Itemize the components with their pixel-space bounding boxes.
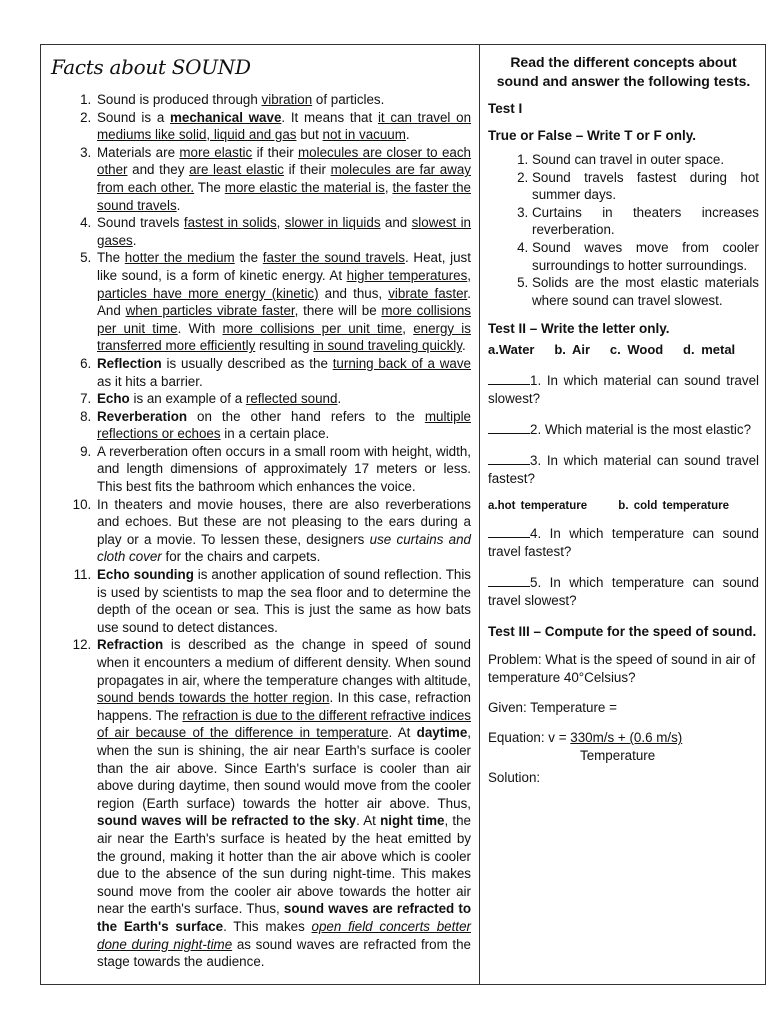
fact-text: ,: [384, 179, 393, 195]
fact-text: when particles vibrate faster: [125, 303, 295, 319]
fact-text: for the chairs and carpets.: [161, 549, 321, 565]
fact-text: resulting: [255, 338, 314, 354]
fact-text: . And: [97, 285, 471, 319]
fact-text: higher temperatures: [346, 267, 468, 283]
fact-text: fastest in solids: [183, 215, 277, 231]
fact-text: more collisions per unit time: [222, 320, 403, 336]
test2-question-5: [488, 573, 759, 610]
fact-text: use curtains and cloth cover: [97, 531, 471, 565]
fact-text: vibrate faster: [388, 285, 468, 301]
fact-text: refraction is due to the different refractive indices of air because of the difference in temperature: [97, 707, 471, 741]
facts-list: [49, 91, 471, 971]
fact-text: molecules are closer to each other: [97, 144, 472, 178]
fact-text: hotter the medium: [124, 250, 235, 266]
fact-text: A reverberation often occurs in a small room with height, width, and length dimensions of approximately 17 meters or less. This best fits the bathroom which enhances the voice.: [97, 443, 471, 495]
fact-item: [95, 496, 471, 566]
fact-text: more elastic: [179, 144, 253, 160]
fact-text: the faster the sound travels: [97, 179, 471, 213]
fact-text: night time: [380, 813, 445, 829]
answer-blank[interactable]: [488, 524, 530, 538]
fact-text: . At: [388, 725, 417, 741]
fact-text: . At: [356, 813, 381, 829]
test1-item: 5. Solids are the most elastic materials where sound can travel slowest.: [532, 274, 759, 309]
fact-text: is another application of sound reflection. This is used by scientists to map the sea floor and to determine the depth of the ocean or sea. This is just the same as how bats use sound to detect distances.: [97, 567, 471, 635]
fact-text: multiple reflections or echoes: [97, 408, 471, 442]
fact-text: vibration: [261, 92, 313, 107]
answer-blank[interactable]: [488, 371, 530, 385]
fact-text: ,: [402, 320, 414, 336]
fact-item: [95, 355, 471, 390]
fact-text: more collisions per unit time: [97, 303, 471, 336]
fact-text: .: [337, 391, 342, 407]
test1-item: 4. Sound waves move from cooler surroundings to hotter surroundings.: [532, 239, 759, 274]
fact-text: sound waves will be refracted to the sky: [97, 813, 357, 829]
fact-text: turning back of a wave: [332, 355, 471, 371]
question-text: 5. In which temperature can sound travel slowest?: [488, 575, 759, 609]
test1-item: 1. Sound can travel in outer space.: [532, 151, 759, 169]
fact-text: in sound traveling quickly: [313, 338, 462, 354]
fact-text: Sound is a: [97, 109, 170, 125]
fact-text: sound bends towards the hotter region: [97, 690, 330, 706]
fact-text: as sound waves are refracted from the stage towards the audience.: [97, 936, 472, 970]
answer-blank[interactable]: [488, 420, 530, 434]
fact-text: , there will be: [294, 303, 382, 319]
fact-text: are least elastic: [189, 162, 284, 178]
test2-question-3: [488, 451, 759, 488]
fact-item: [95, 566, 471, 636]
equation-numerator: 330m/s + (0.6 m/s): [570, 730, 683, 746]
fact-text: sound waves are refracted to the Earth's surface: [97, 901, 471, 934]
equation-prefix: Equation: v =: [488, 730, 571, 746]
test2-question-2: [488, 420, 759, 439]
fact-text: , the air near the Earth's surface is heated by the heat emitted by the ground, making it hotter than the air above which is cooler due to the absence of the sun during night-time. This makes sound move from the cooler air above towards the hotter air near the earth's surface. Thus,: [97, 813, 471, 917]
tests-heading: Read the different concepts about sound and answer the following tests.: [496, 54, 751, 89]
fact-item: [95, 249, 471, 355]
fact-text: molecules are far away from each other.: [97, 162, 471, 195]
fact-text: energy is transferred more efficiently: [97, 320, 471, 354]
test1-list: [488, 151, 759, 309]
fact-text: .: [405, 127, 410, 143]
fact-text: Refraction: [97, 637, 164, 653]
fact-text: the: [234, 250, 263, 266]
test2-question-1: [488, 371, 759, 408]
fact-text: if their: [283, 162, 331, 178]
fact-text: more elastic the material is: [224, 179, 385, 195]
fact-text: and: [380, 215, 412, 231]
test3-title: Test III – Compute for the speed of sound.: [488, 624, 757, 640]
fact-text: as it hits a barrier.: [97, 373, 203, 389]
fact-item: [95, 109, 471, 144]
answer-blank[interactable]: [488, 451, 530, 465]
fact-text: The: [97, 250, 125, 266]
fact-text: slower in liquids: [284, 215, 381, 231]
fact-text: In theaters and movie houses, there are also reverberations and echoes. But these are not pleasing to the ears during a play or a movie. To lessen these, designers: [97, 496, 471, 547]
answer-blank[interactable]: [488, 573, 530, 587]
fact-text: and thus,: [318, 285, 389, 301]
fact-item: [95, 144, 471, 214]
fact-text: it can travel on mediums like solid, liquid and gas: [97, 109, 472, 143]
test3-problem: Problem: What is the speed of sound in air of temperature 40°Celsius?: [488, 652, 756, 686]
fact-text: Materials are: [97, 144, 180, 160]
fact-text: Echo sounding: [97, 567, 194, 583]
fact-text: ,: [276, 215, 285, 231]
question-text: 4. In which temperature can sound travel fastest?: [488, 526, 759, 560]
fact-text: . In this case, refraction happens. The: [97, 690, 471, 723]
fact-text: if their: [252, 144, 299, 160]
fact-text: is usually described as the: [161, 355, 333, 371]
fact-text: mechanical wave: [169, 109, 282, 125]
fact-text: but: [296, 127, 323, 143]
question-text: 3. In which material can sound travel fastest?: [488, 453, 759, 487]
fact-item: [95, 443, 471, 496]
fact-item: [95, 91, 471, 109]
fact-text: .: [461, 338, 466, 354]
fact-text: open field concerts better done during night-time: [97, 918, 471, 952]
test1-item: 2. Sound travels fastest during hot summer days.: [532, 169, 759, 204]
test1-title: Test I: [488, 101, 523, 116]
facts-title: Facts about SOUND: [51, 55, 251, 79]
fact-text: . With: [177, 320, 223, 336]
temperature-choices: a.hot temperature b. cold temperature: [488, 500, 730, 513]
fact-text: Echo: [97, 391, 130, 407]
fact-text: Sound travels: [97, 215, 184, 231]
test2-question-4: [488, 524, 759, 561]
fact-text: ,: [467, 267, 471, 283]
worksheet-page: [40, 44, 766, 985]
fact-text: Reverberation: [97, 408, 188, 424]
question-text: 1. In which material can sound travel slowest?: [488, 373, 759, 407]
equation-denominator: Temperature: [580, 748, 656, 764]
test3-solution: Solution:: [488, 770, 541, 786]
fact-item: [95, 214, 471, 249]
test1-item: 3. Curtains in theaters increases reverberation.: [532, 204, 759, 239]
fact-text: is an example of a: [129, 391, 246, 407]
fact-text: . Heat, just like sound, is a form of kinetic energy. At: [97, 250, 471, 283]
fact-text: in a certain place.: [220, 426, 330, 442]
fact-text: of particles.: [312, 92, 385, 107]
test3-given: Given: Temperature =: [488, 700, 617, 716]
fact-item: [95, 408, 471, 443]
fact-item: [95, 636, 471, 970]
fact-text: daytime: [416, 725, 468, 741]
fact-text: The: [194, 179, 225, 195]
fact-text: .: [132, 232, 137, 248]
fact-text: , when the sun is shining, the air near Earth's surface is cooler than the air above. Since Earth's surface is cooler than air above during daytime, then sound would move from the cooler region (Earth surface) towards the hotter air above. Thus,: [97, 725, 472, 811]
fact-text: slowest in gases: [97, 215, 471, 248]
fact-text: faster the sound travels: [262, 250, 405, 266]
fact-text: particles have more energy (kinetic): [97, 285, 319, 301]
question-text: 2. Which material is the most elastic?: [530, 422, 752, 438]
test2-choices: a.Water b. Air c. Wood d. metal: [488, 342, 736, 358]
facts-column: [41, 45, 479, 984]
fact-text: Reflection: [97, 355, 162, 371]
fact-item: [95, 390, 471, 408]
fact-text: not in vacuum: [322, 127, 406, 143]
test2-title: Test II – Write the letter only.: [488, 321, 670, 337]
test1-instruction: True or False – Write T or F only.: [488, 128, 697, 143]
fact-text: and they: [127, 162, 190, 178]
fact-text: . It means that: [281, 109, 378, 125]
fact-text: . This makes: [223, 918, 312, 934]
fact-text: is described as the change in speed of sound when it encounters a medium of different density. When sound propagates in air, where the temperature changes with altitude,: [97, 637, 471, 688]
fact-text: reflected sound: [245, 391, 338, 407]
fact-text: .: [176, 197, 181, 213]
fact-text: on the other hand refers to the: [187, 408, 425, 424]
fact-text: Sound is produced through: [97, 92, 262, 107]
tests-column: [479, 45, 765, 984]
test3-equation: [488, 729, 759, 747]
